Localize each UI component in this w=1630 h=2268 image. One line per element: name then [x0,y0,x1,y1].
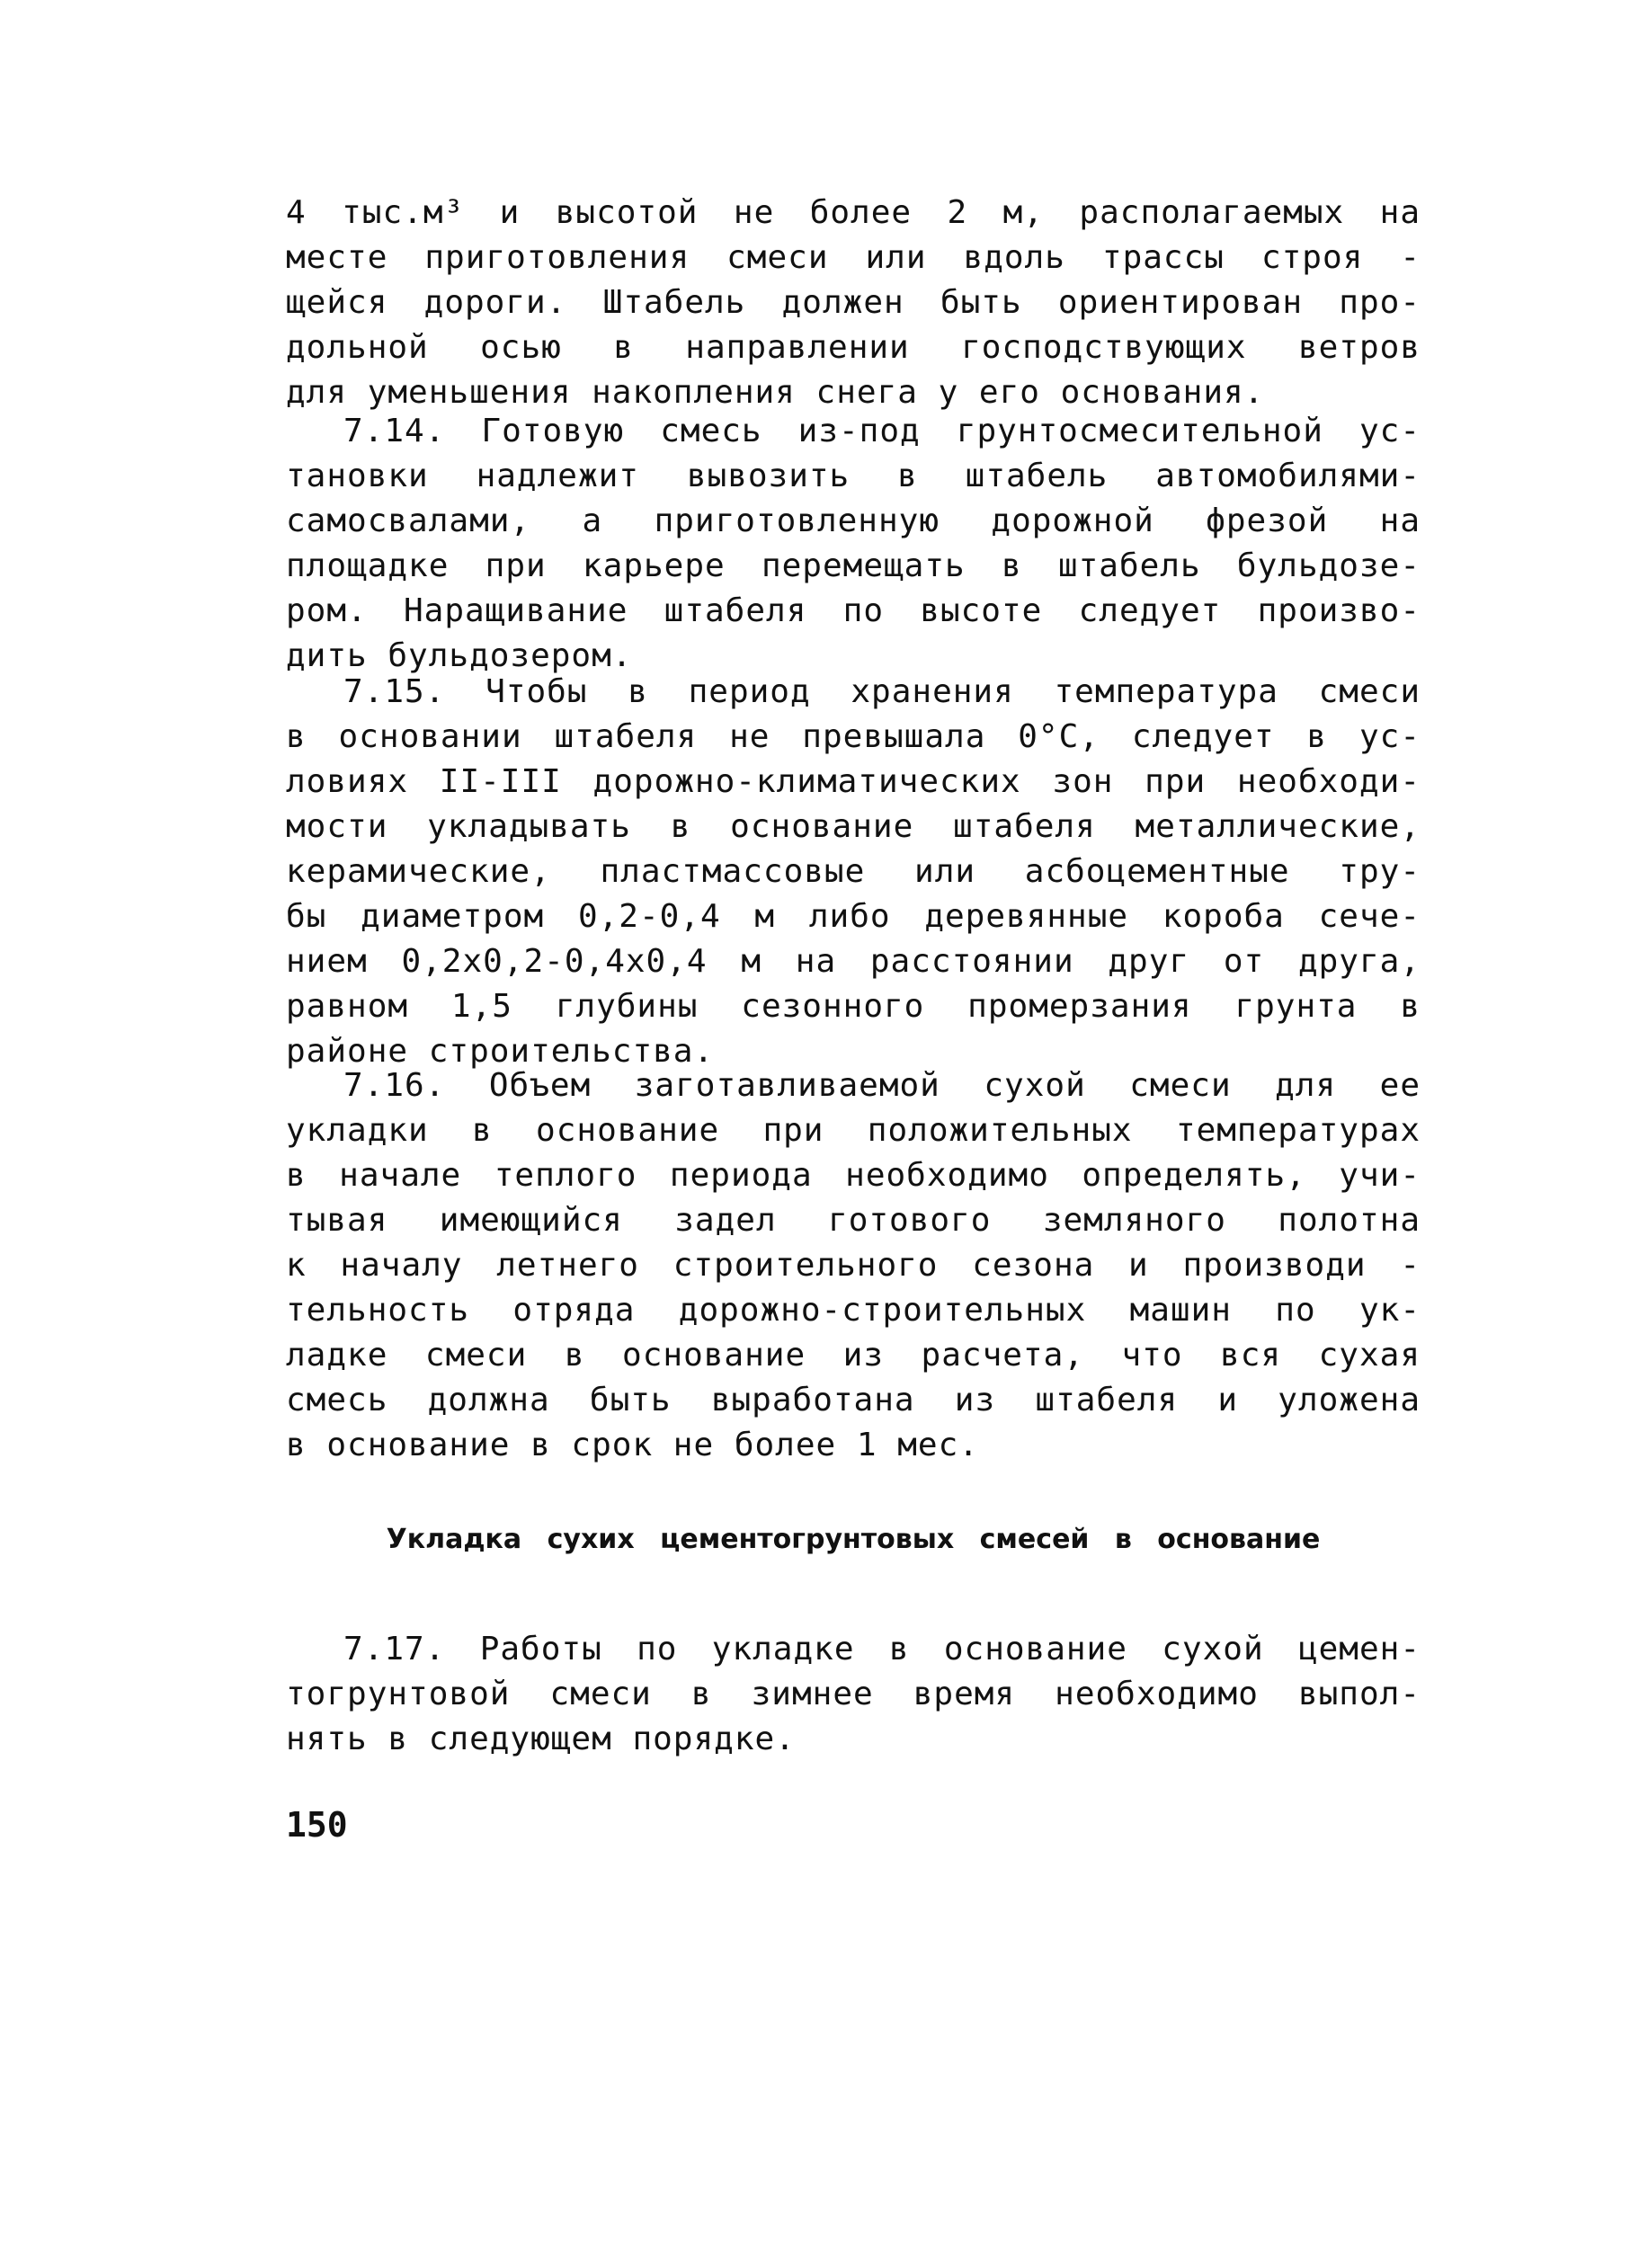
text-line: в основании штабеля не превышала 0°С, следует в ус- [286,718,1421,755]
text-line: тановки надлежит вывозить в штабель автомобилями- [286,458,1421,494]
text-line: месте приготовления смеси или вдоль трассы строя - [286,239,1421,276]
text-line: к началу летнего строительного сезона и производи - [286,1247,1421,1284]
text-line: в основание в срок не более 1 мес. [286,1427,979,1463]
text-line: бы диаметром 0,2-0,4 м либо деревянные короба сече- [286,898,1421,935]
text-line: в начале теплого периода необходимо определять, учи- [286,1157,1421,1194]
text-line: тывая имеющийся задел готового земляного полотна [286,1202,1421,1239]
text-line: 7.15. Чтобы в период хранения температура смеси [343,673,1421,710]
paragraph-7-15 [286,670,1421,1074]
text-line: для уменьшения накопления снега у его основания. [286,374,1265,411]
paragraph-7-16 [286,1063,1421,1468]
paragraph-continuation [286,191,1421,415]
section-heading: Укладка сухих цементогрунтовых смесей в основание [386,1524,1321,1555]
text-line: тельность отряда дорожно-строительных машин по ук- [286,1292,1421,1329]
text-line: районе строительства. [286,1033,715,1070]
text-line: ладке смеси в основание из расчета, что вся сухая [286,1337,1421,1374]
text-line: 4 тыс.м³ и высотой не более 2 м, располагаемых на [286,194,1421,231]
text-line: дить бульдозером. [286,637,633,674]
text-line: самосвалами, а приготовленную дорожной фрезой на [286,503,1421,539]
text-line: укладки в основание при положительных температурах [286,1112,1421,1149]
paragraph-7-14 [286,409,1421,679]
text-line: ловиях II-III дорожно-климатических зон при необходи- [286,763,1421,800]
text-line: равном 1,5 глубины сезонного промерзания грунта в [286,988,1421,1025]
page-number: 150 [286,1805,348,1845]
text-line: площадке при карьере перемещать в штабель бульдозе- [286,547,1421,584]
text-line: щейся дороги. Штабель должен быть ориентирован про- [286,284,1421,321]
text-line: смесь должна быть выработана из штабеля и уложена [286,1382,1421,1419]
text-line: мости укладывать в основание штабеля металлические, [286,808,1421,845]
text-line: тогрунтовой смеси в зимнее время необходимо выпол- [286,1676,1421,1712]
text-line: керамические, пластмассовые или асбоцементные тру- [286,853,1421,890]
text-line: нием 0,2х0,2-0,4х0,4 м на расстоянии друг от друга, [286,943,1421,980]
text-line: 7.16. Объем заготавливаемой сухой смеси для ее [343,1067,1421,1104]
text-line: ром. Наращивание штабеля по высоте следует произво- [286,592,1421,629]
text-line: 7.17. Работы по укладке в основание сухой цемен- [343,1631,1421,1668]
text-line: 7.14. Готовую смесь из-под грунтосмесительной ус- [343,413,1421,449]
text-line: дольной осью в направлении господствующих ветров [286,329,1421,366]
text-line: нять в следующем порядке. [286,1721,796,1757]
paragraph-7-17 [286,1627,1421,1762]
